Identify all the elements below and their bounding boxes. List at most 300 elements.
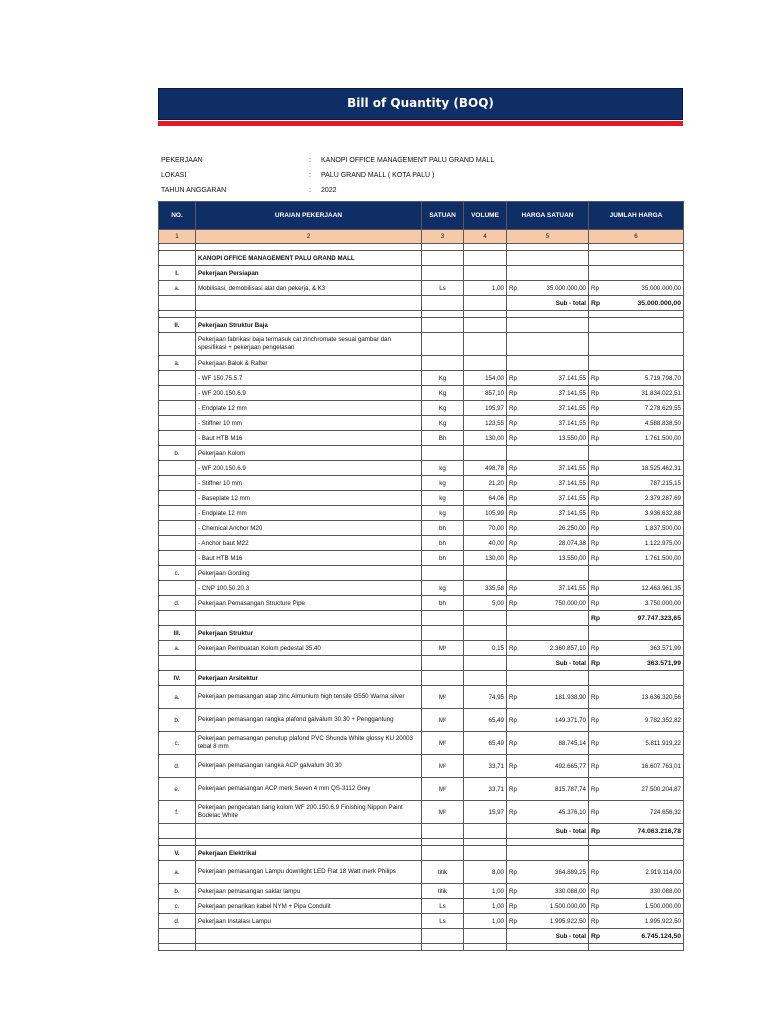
currency-label: Rp: [591, 785, 599, 793]
amount: [591, 510, 681, 517]
item-number: [159, 536, 196, 551]
meta-key: LOKASI: [161, 172, 187, 179]
amount: [591, 694, 681, 701]
currency-label: Rp: [591, 614, 601, 622]
empty-cell: [422, 611, 464, 626]
section-row: [159, 626, 684, 641]
item-volume: 130,00: [464, 431, 507, 446]
table-row: [159, 641, 684, 656]
table-row: [159, 581, 684, 596]
item-number: b.: [159, 884, 196, 899]
project-title-row: [159, 251, 684, 266]
section-title: Pekerjaan Elektrikal: [196, 846, 422, 861]
amount-cell: [507, 491, 589, 506]
empty-cell: [422, 626, 464, 641]
currency-label: Rp: [591, 716, 599, 724]
amount-value: 815.787,74: [555, 785, 586, 793]
empty-cell: [422, 251, 464, 266]
amount: [591, 495, 681, 502]
note-text: Pekerjaan fabrikasi baja termasuk cat zinchromate sesuai gambar dan spesifikasi + pekerjaan pengelasan: [196, 333, 422, 356]
currency-label: Rp: [509, 539, 517, 547]
amount-cell: [507, 732, 589, 755]
amount-cell: [589, 296, 684, 311]
amount: [591, 933, 681, 940]
amount: [509, 809, 586, 816]
amount-cell: [507, 416, 589, 431]
currency-label: Rp: [591, 762, 599, 770]
amount-value: 37.141,55: [558, 419, 586, 427]
item-description: Pekerjaan pemasangan Lampu downlight LED Flat 18 Watt merk Philips: [196, 861, 422, 884]
table-row: [159, 755, 684, 778]
item-number: [159, 491, 196, 506]
item-number: [159, 371, 196, 386]
amount-cell: [507, 709, 589, 732]
item-unit: kg: [422, 581, 464, 596]
currency-label: Rp: [509, 374, 517, 382]
amount-value: 1.500.000,00: [644, 902, 681, 910]
item-unit: Ls: [422, 281, 464, 296]
item-volume: 335,58: [464, 581, 507, 596]
item-unit: M³: [422, 641, 464, 656]
item-unit: M²: [422, 732, 464, 755]
amount: [509, 405, 586, 412]
table-header: [159, 202, 684, 230]
empty-cell: [422, 356, 464, 371]
currency-label: Rp: [509, 464, 517, 472]
amount-cell: [589, 914, 684, 929]
empty-cell: [196, 839, 422, 846]
meta-separator: :: [309, 187, 311, 194]
column-header: JUMLAH HARGA: [589, 202, 684, 230]
amount-value: 31.834.022,51: [641, 389, 681, 397]
amount: [591, 525, 681, 532]
amount-cell: [589, 861, 684, 884]
item-unit: Kg: [422, 386, 464, 401]
table-row: [159, 884, 684, 899]
currency-label: Rp: [509, 716, 517, 724]
empty-cell: [507, 244, 589, 251]
empty-cell: [196, 944, 422, 951]
subtotal-row: [159, 296, 684, 311]
empty-cell: [507, 944, 589, 951]
amount-value: 26.250,00: [558, 524, 586, 532]
empty-cell: [464, 356, 507, 371]
empty-cell: [589, 446, 684, 461]
amount-value: 5.811.919,22: [645, 739, 681, 747]
section-title: Pekerjaan Persiapan: [196, 266, 422, 281]
column-number: 3: [422, 230, 464, 244]
empty-cell: [464, 944, 507, 951]
currency-label: Rp: [591, 419, 599, 427]
amount: [591, 740, 681, 747]
empty-cell: [464, 566, 507, 581]
currency-label: Rp: [509, 554, 517, 562]
empty-cell: [422, 311, 464, 318]
amount: [591, 405, 681, 412]
amount-cell: [507, 461, 589, 476]
section-title: Pekerjaan Struktur: [196, 626, 422, 641]
section-row: [159, 266, 684, 281]
currency-label: Rp: [509, 599, 517, 607]
amount-value: 45.376,10: [558, 808, 586, 816]
empty-cell: [464, 266, 507, 281]
subtotal-label: Sub - total: [507, 656, 589, 671]
amount-value: 724.656,32: [650, 808, 681, 816]
amount: [509, 285, 586, 292]
amount-value: 16.607.763,01: [641, 762, 681, 770]
amount-value: 2.360.857,10: [549, 644, 586, 652]
amount-cell: [507, 476, 589, 491]
meta-value: KANOPI OFFICE MANAGEMENT PALU GRAND MALL: [321, 157, 495, 164]
amount-value: 13.550,00: [558, 554, 586, 562]
currency-label: Rp: [509, 808, 517, 816]
item-unit: titik: [422, 884, 464, 899]
project-info: [158, 153, 683, 198]
subgroup-row: [159, 356, 684, 371]
item-number: [159, 431, 196, 446]
column-header: NO.: [159, 202, 196, 230]
table-row: [159, 551, 684, 566]
item-unit: titik: [422, 861, 464, 884]
amount: [591, 480, 681, 487]
amount-value: 3.936.632,88: [644, 509, 681, 517]
title-accent-bar: [158, 121, 683, 126]
empty-cell: [589, 944, 684, 951]
empty-cell: [422, 656, 464, 671]
section-number: I.: [159, 266, 196, 281]
amount-value: 37.141,55: [558, 584, 586, 592]
amount-value: 13.550,00: [558, 434, 586, 442]
amount: [509, 540, 586, 547]
amount-value: 1.500.000,00: [549, 902, 586, 910]
currency-label: Rp: [591, 284, 599, 292]
item-description: - Anchor baut M22: [196, 536, 422, 551]
currency-label: Rp: [591, 389, 599, 397]
amount-value: 88.745,14: [558, 739, 586, 747]
amount: [591, 918, 681, 925]
item-number: [159, 476, 196, 491]
empty-cell: [196, 244, 422, 251]
amount: [509, 555, 586, 562]
currency-label: Rp: [509, 785, 517, 793]
amount-cell: [589, 536, 684, 551]
amount: [591, 540, 681, 547]
amount-value: 364.889,25: [555, 868, 586, 876]
subgroup-title: Pekerjaan Balok & Rafter: [196, 356, 422, 371]
section-number: IV.: [159, 671, 196, 686]
amount: [509, 435, 586, 442]
amount-value: 37.141,55: [558, 374, 586, 382]
item-number: c.: [159, 566, 196, 581]
table-row: [159, 281, 684, 296]
currency-label: Rp: [509, 644, 517, 652]
amount-cell: [589, 899, 684, 914]
amount-value: 37.141,55: [558, 509, 586, 517]
amount: [509, 390, 586, 397]
amount: [591, 786, 681, 793]
amount-cell: [589, 709, 684, 732]
item-volume: 21,20: [464, 476, 507, 491]
amount: [591, 585, 681, 592]
amount-value: 363.571,99: [650, 644, 681, 652]
meta-row: [158, 153, 683, 168]
table-row: [159, 899, 684, 914]
amount-value: 492.665,77: [555, 762, 586, 770]
column-number-row: [159, 230, 684, 244]
boq-document: [158, 88, 683, 951]
amount: [591, 660, 681, 667]
amount-value: 18.525.462,31: [641, 464, 681, 472]
table-row: [159, 431, 684, 446]
amount-cell: [589, 801, 684, 824]
amount: [591, 717, 681, 724]
amount: [591, 903, 681, 910]
amount-cell: [589, 884, 684, 899]
item-unit: M²: [422, 801, 464, 824]
section-number: III.: [159, 626, 196, 641]
currency-label: Rp: [509, 739, 517, 747]
amount-cell: [589, 732, 684, 755]
amount: [591, 435, 681, 442]
currency-label: Rp: [509, 524, 517, 532]
item-number: [159, 416, 196, 431]
amount-cell: [589, 641, 684, 656]
item-description: Pekerjaan pengecatan tiang kolom WF 200.150.6.9 Finishing Nippon Paint Bodelac White: [196, 801, 422, 824]
empty-cell: [159, 824, 196, 839]
item-volume: 105,99: [464, 506, 507, 521]
amount-cell: [507, 914, 589, 929]
item-volume: 5,00: [464, 596, 507, 611]
item-description: - Stiffner 10 mm: [196, 476, 422, 491]
section-row: [159, 671, 684, 686]
amount-cell: [507, 551, 589, 566]
subtotal-row: [159, 611, 684, 626]
empty-cell: [422, 266, 464, 281]
amount-value: 181.938,90: [555, 693, 586, 701]
meta-row: [158, 183, 683, 198]
amount-cell: [507, 281, 589, 296]
item-volume: 130,00: [464, 551, 507, 566]
item-unit: Ls: [422, 914, 464, 929]
amount: [509, 717, 586, 724]
subgroup-title: Pekerjaan Kolom: [196, 446, 422, 461]
amount-cell: [507, 371, 589, 386]
amount-cell: [589, 755, 684, 778]
empty-cell: [196, 296, 422, 311]
table-row: [159, 461, 684, 476]
currency-label: Rp: [509, 434, 517, 442]
empty-cell: [196, 656, 422, 671]
empty-cell: [159, 244, 196, 251]
section-row: [159, 318, 684, 333]
amount-cell: [507, 386, 589, 401]
amount: [509, 869, 586, 876]
amount-value: 35.000.000,00: [637, 299, 681, 307]
empty-cell: [507, 846, 589, 861]
empty-cell: [159, 251, 196, 266]
empty-cell: [507, 626, 589, 641]
amount-value: 1.995.922,50: [644, 917, 681, 925]
empty-cell: [422, 318, 464, 333]
table-row: [159, 506, 684, 521]
item-volume: 1,00: [464, 914, 507, 929]
amount: [509, 585, 586, 592]
item-unit: bh: [422, 551, 464, 566]
currency-label: Rp: [509, 284, 517, 292]
empty-cell: [464, 333, 507, 356]
empty-cell: [589, 626, 684, 641]
item-number: d.: [159, 755, 196, 778]
meta-separator: :: [309, 172, 311, 179]
table-row: [159, 521, 684, 536]
item-unit: M²: [422, 709, 464, 732]
item-volume: 123,55: [464, 416, 507, 431]
amount-value: 1.761.500,00: [644, 434, 681, 442]
item-description: - CNP 100.50.20.3: [196, 581, 422, 596]
amount: [591, 465, 681, 472]
amount-value: 2.919.114,00: [645, 868, 681, 876]
amount-value: 4.588.838,50: [644, 419, 681, 427]
item-number: a.: [159, 641, 196, 656]
amount: [509, 480, 586, 487]
empty-cell: [159, 839, 196, 846]
empty-cell: [589, 671, 684, 686]
item-unit: bh: [422, 521, 464, 536]
item-unit: kg: [422, 461, 464, 476]
boq-table: [158, 201, 684, 951]
amount-cell: [589, 476, 684, 491]
item-description: - WF 200.150.6.9: [196, 386, 422, 401]
column-header: SATUAN: [422, 202, 464, 230]
amount-cell: [507, 596, 589, 611]
currency-label: Rp: [509, 404, 517, 412]
currency-label: Rp: [591, 902, 599, 910]
amount-value: 37.141,55: [558, 464, 586, 472]
item-description: Pekerjaan Pembuatan Kolom pedestal 35.40: [196, 641, 422, 656]
document-title: Bill of Quantity (BOQ): [158, 88, 683, 120]
empty-cell: [507, 311, 589, 318]
currency-label: Rp: [591, 644, 599, 652]
amount: [591, 300, 681, 307]
currency-label: Rp: [591, 887, 599, 895]
empty-cell: [196, 824, 422, 839]
amount-cell: [589, 521, 684, 536]
blank-row: [159, 244, 684, 251]
empty-cell: [464, 318, 507, 333]
item-volume: 64,06: [464, 491, 507, 506]
item-unit: Bh: [422, 431, 464, 446]
amount-value: 74.063.216,78: [637, 827, 681, 835]
amount: [509, 375, 586, 382]
item-description: Pekerjaan Instalasi Lampu: [196, 914, 422, 929]
item-number: a.: [159, 356, 196, 371]
amount-cell: [507, 401, 589, 416]
amount-value: 37.141,55: [558, 494, 586, 502]
empty-cell: [196, 311, 422, 318]
currency-label: Rp: [509, 762, 517, 770]
amount-cell: [589, 656, 684, 671]
amount: [509, 694, 586, 701]
currency-label: Rp: [591, 917, 599, 925]
item-description: Pekerjaan Pemasangan Structure Pipe: [196, 596, 422, 611]
subgroup-row: [159, 566, 684, 581]
empty-cell: [464, 824, 507, 839]
amount-cell: [589, 551, 684, 566]
empty-cell: [422, 944, 464, 951]
item-number: c.: [159, 732, 196, 755]
empty-cell: [422, 446, 464, 461]
item-number: a.: [159, 861, 196, 884]
empty-cell: [422, 846, 464, 861]
amount-value: 37.141,55: [558, 479, 586, 487]
currency-label: Rp: [591, 659, 601, 667]
item-description: - WF 150.75.5.7: [196, 371, 422, 386]
item-volume: 154,00: [464, 371, 507, 386]
amount: [509, 465, 586, 472]
currency-label: Rp: [591, 539, 599, 547]
blank-row: [159, 839, 684, 846]
item-unit: M²: [422, 686, 464, 709]
empty-cell: [464, 929, 507, 944]
amount: [591, 390, 681, 397]
currency-label: Rp: [509, 509, 517, 517]
amount-cell: [507, 641, 589, 656]
amount-value: 750.000,00: [555, 599, 586, 607]
column-number: 4: [464, 230, 507, 244]
currency-label: Rp: [509, 693, 517, 701]
currency-label: Rp: [509, 419, 517, 427]
amount: [591, 645, 681, 652]
currency-label: Rp: [509, 389, 517, 397]
empty-cell: [159, 944, 196, 951]
item-number: e.: [159, 778, 196, 801]
amount: [509, 645, 586, 652]
empty-cell: [159, 929, 196, 944]
empty-cell: [159, 311, 196, 318]
empty-cell: [422, 671, 464, 686]
subgroup-title: Pekerjaan Gording: [196, 566, 422, 581]
amount-cell: [507, 521, 589, 536]
item-volume: 1,00: [464, 281, 507, 296]
item-volume: 8,00: [464, 861, 507, 884]
item-volume: 498,78: [464, 461, 507, 476]
table-row: [159, 778, 684, 801]
item-number: b.: [159, 709, 196, 732]
empty-cell: [464, 311, 507, 318]
column-header: VOLUME: [464, 202, 507, 230]
amount-value: 97.747.323,65: [637, 614, 681, 622]
item-description: - WF 200.150.6.9: [196, 461, 422, 476]
amount-value: 37.141,55: [558, 389, 586, 397]
column-number: 1: [159, 230, 196, 244]
table-row: [159, 914, 684, 929]
amount-cell: [589, 506, 684, 521]
meta-separator: :: [309, 157, 311, 164]
amount-cell: [589, 611, 684, 626]
amount: [591, 375, 681, 382]
currency-label: Rp: [591, 554, 599, 562]
meta-value: 2022: [321, 187, 337, 194]
table-row: [159, 371, 684, 386]
amount-value: 2.379.287,69: [644, 494, 681, 502]
amount-cell: [507, 686, 589, 709]
amount: [591, 600, 681, 607]
empty-cell: [464, 251, 507, 266]
item-volume: 1,00: [464, 884, 507, 899]
amount-value: 6.745.124,50: [641, 932, 681, 940]
empty-cell: [196, 611, 422, 626]
amount: [509, 420, 586, 427]
